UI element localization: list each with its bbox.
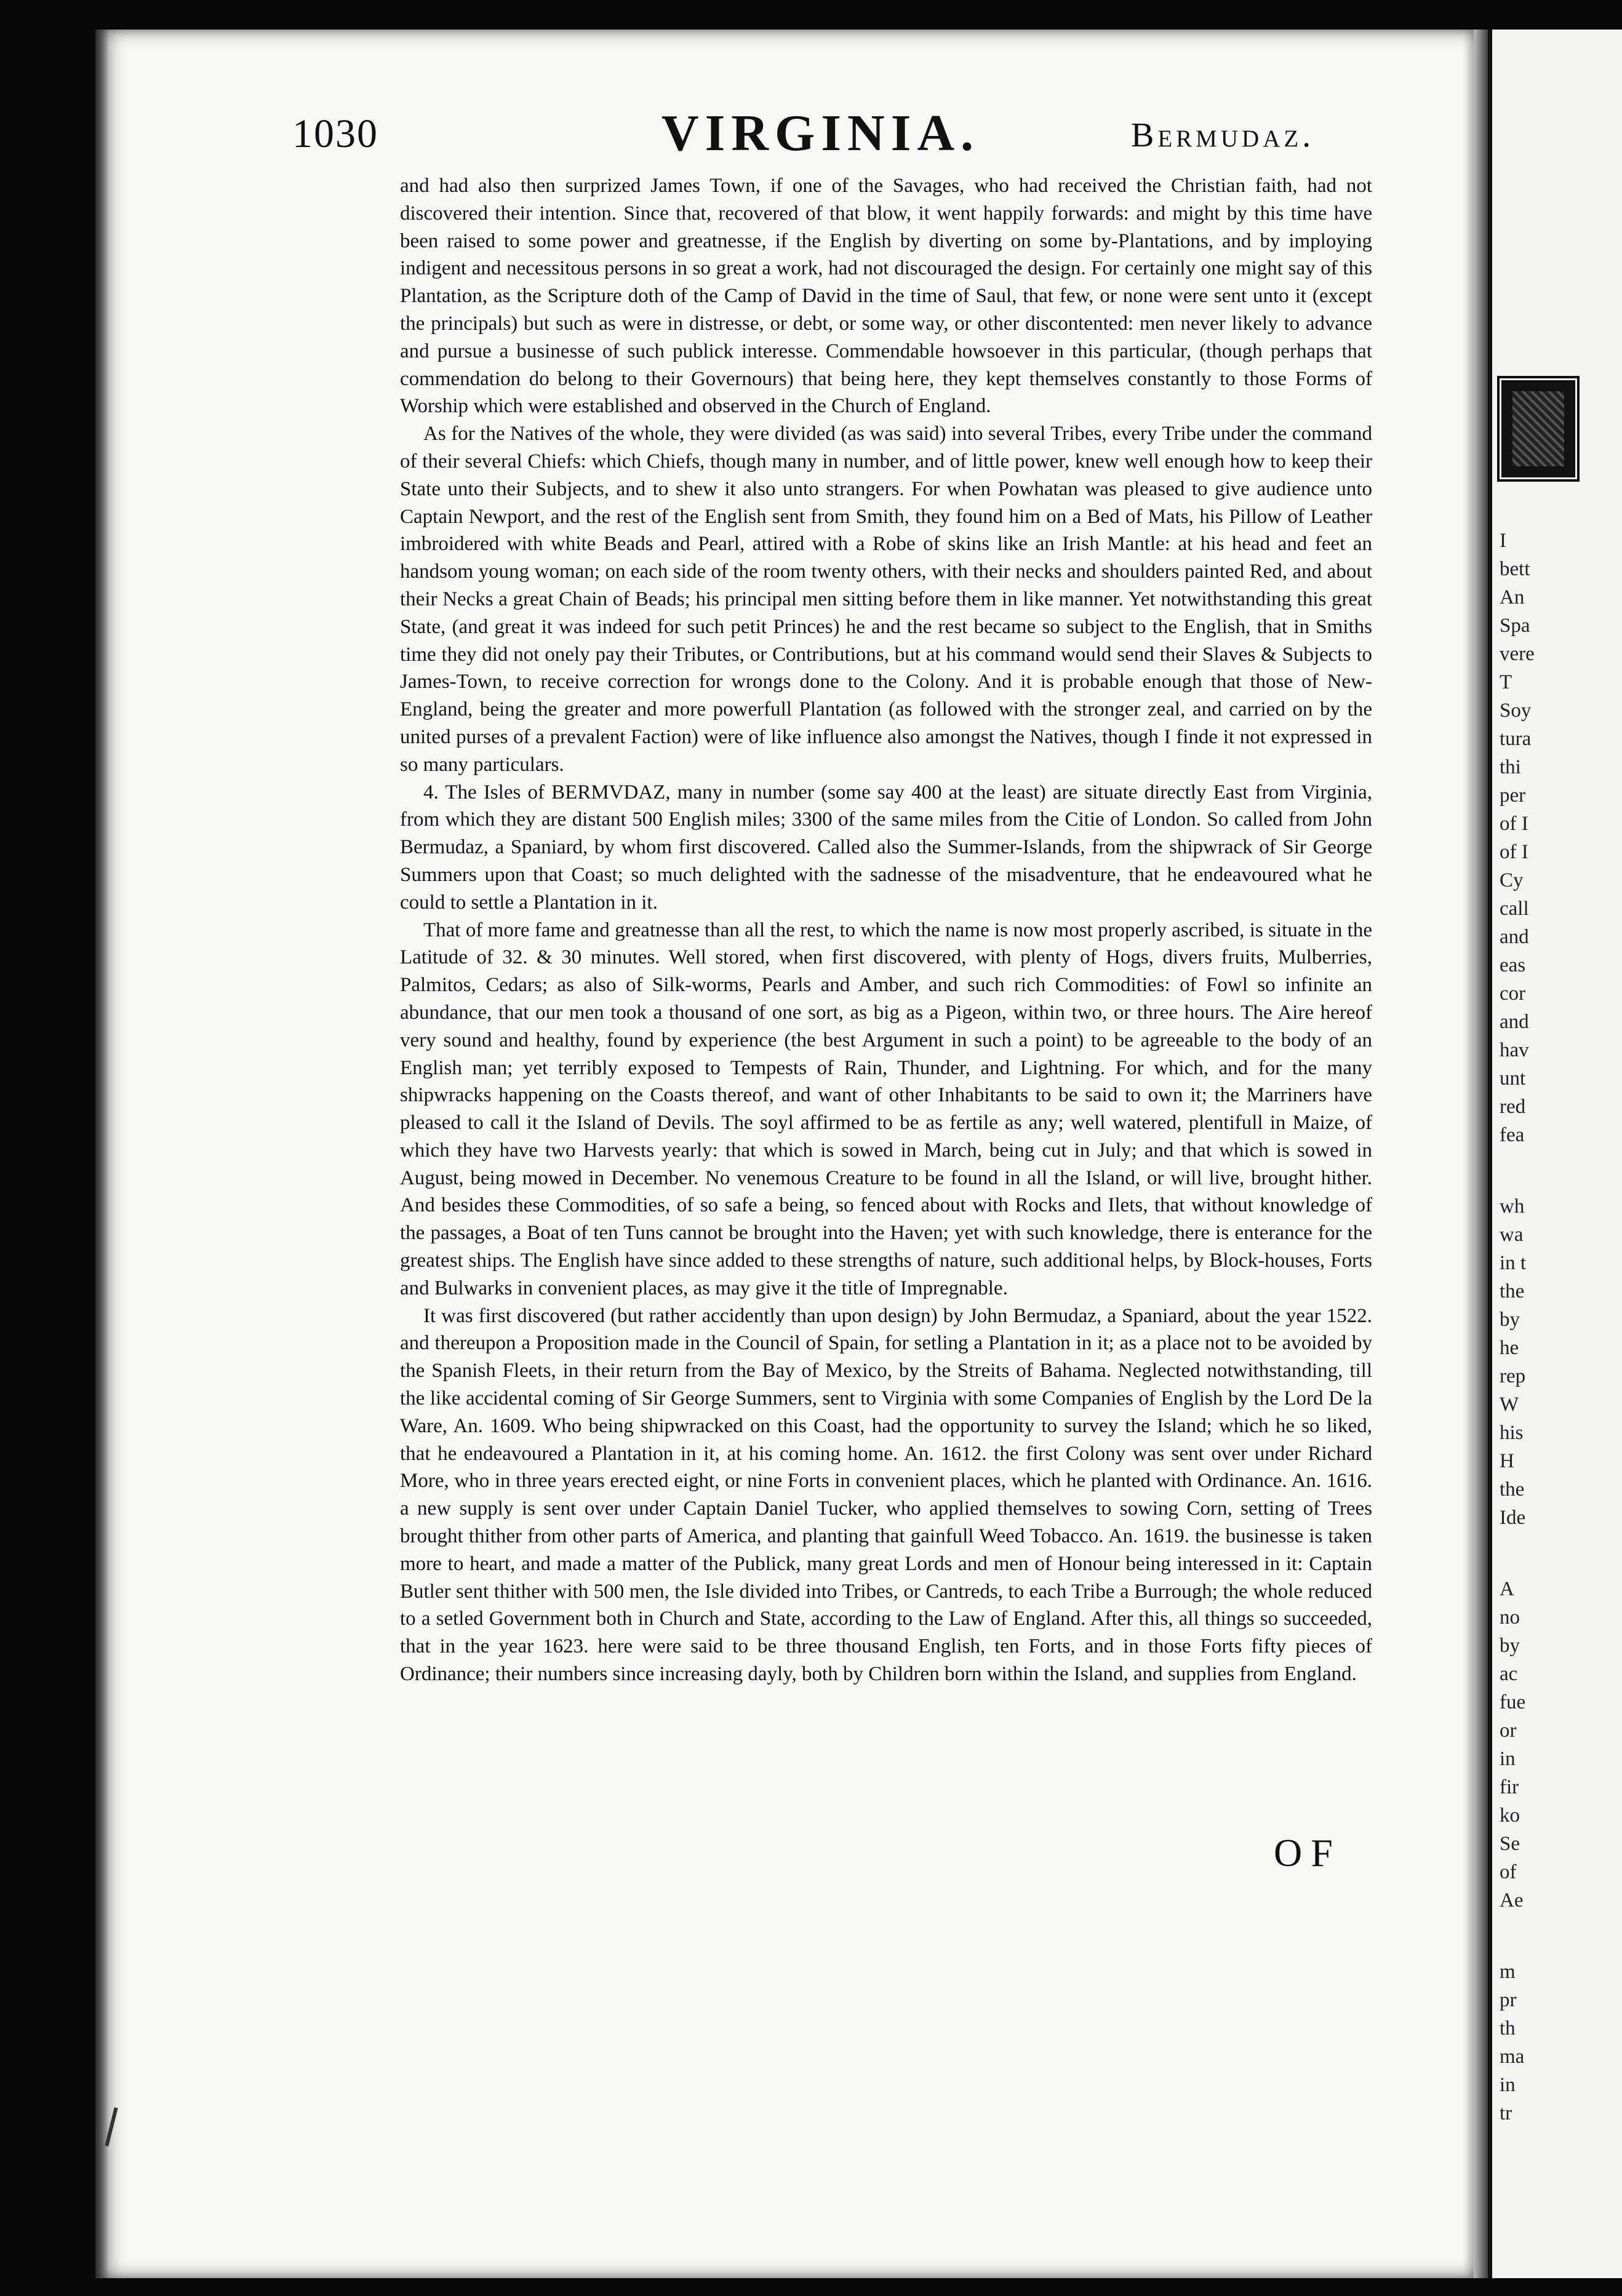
facing-line-fragment: Se — [1500, 1833, 1520, 1855]
facing-line-fragment: cor — [1500, 983, 1526, 1005]
page-binding-shadow — [95, 30, 109, 2278]
facing-line-fragment: hav — [1500, 1039, 1529, 1061]
facing-line-fragment: per — [1500, 784, 1526, 807]
facing-line-fragment: Spa — [1500, 615, 1530, 637]
facing-line-fragment: ma — [1500, 2046, 1525, 2068]
paragraph: That of more fame and greatnesse than all the rest, to which the name is now most properly ascribed, is situate in the Latitude of 32. & 30 minutes. Well stored, when first discovered, with plenty of Hogs, divers fruits, Mulberries, Palmitos, Cedars; as also of Silk-worms, Pearls and Amber, and such rich Commodities: of Fowl so infinite an abundance, that our men took a thousand of one sort, as big as a Pigeon, within two, or three hours. The Aire hereof very sound and healthy, found by experience (the best Argument in such a point) to be agreeable to the body of an English man; yet terribly exposed to Tempests of Rain, Thunder, and Lightning. For which, and for the many shipwracks happening on the Coasts thereof, and want of other Inhabitants to be said to own it; the Marriners have pleased to call it the Island of Devils. The soyl affirmed to be as fertile as any; well watered, plentifull in Maize, of which they have two Harvests yearly: that which is sowed in March, being cut in July; and that which is sowed in August, being mowed in December. No venemous Creature to be found in all the Island, or will live, brought hither. And besides these Commodities, of so safe a being, so fenced about with Rocks and Ilets, that without knowledge of the passages, a Boat of ten Tuns cannot be brought into the Haven; yet with such knowledge, there is enterance for the greatest ships. The English have since added to these strengths of nature, such additional helps, by Block-houses, Forts and Bulwarks in convenient places, as may give it the title of Impregnable. — [400, 919, 1372, 1299]
main-text-column — [400, 172, 1372, 1688]
facing-line-fragment: Ide — [1500, 1507, 1526, 1529]
facing-line-fragment: Soy — [1500, 700, 1532, 722]
facing-line-fragment: Cy — [1500, 869, 1524, 891]
paragraph: 4. The Isles of BERMVDAZ, many in number (some say 400 at the least) are situate directly East from Virginia, from which they are distant 500 English miles; 3300 of the same miles from the Citie of London. So called from John Bermudaz, a Spaniard, by whom first discovered. Called also the Summer-Islands, from the shipwrack of Sir George Summers upon that Coast; so much delighted with the sadnesse of the misadventure, that he endeavoured what he could to settle a Plantation in it. — [400, 781, 1372, 914]
facing-line-fragment: thi — [1500, 756, 1521, 778]
facing-line-fragment: red — [1500, 1096, 1526, 1118]
facing-line-fragment: rep — [1500, 1365, 1526, 1387]
facing-line-fragment: bett — [1500, 558, 1530, 580]
show-through-ink — [646, 1800, 966, 1855]
facing-line-fragment: tura — [1500, 728, 1532, 750]
facing-line-fragment: of I — [1500, 813, 1528, 835]
facing-line-fragment: eas — [1500, 954, 1526, 976]
facing-line-fragment: I — [1500, 530, 1506, 552]
running-title: VIRGINIA. — [661, 105, 980, 162]
facing-line-fragment: An — [1500, 586, 1525, 608]
ornament-pattern — [1512, 391, 1564, 466]
facing-line-fragment: W — [1500, 1393, 1519, 1416]
facing-line-fragment — [1500, 1532, 1622, 1575]
facing-line-fragment: wh — [1500, 1195, 1525, 1218]
facing-page-fragment — [1492, 30, 1622, 2278]
paragraph: and had also then surprized James Town, if one of the Savages, who had received the Christian faith, had not discovered their intention. Since that, recovered of that blow, it went happily forwards: and might by this time have been raised to some power and greatnesse, if the English by diverting on some by-Plantations, and by imploying indigent and necessitous persons in so great a work, had not discouraged the design. For certainly one might say of this Plantation, as the Scripture doth of the Camp of David in the time of Saul, that few, or none were sent unto it (except the principals) but such as were in distresse, or debt, or some way, or other discontented: men never likely to advance and pursue a businesse of such publick interesse. Commendable howsoever in this particular, (though perhaps that commendation do belong to their Governours) that being here, they kept themselves constantly to those Forms of Worship which were established and observed in the Church of England. — [400, 175, 1372, 418]
facing-line-fragment: of — [1500, 1861, 1517, 1883]
facing-line-fragment: the — [1500, 1478, 1525, 1501]
facing-line-fragment: Ae — [1500, 1889, 1524, 1911]
facing-line-fragment: tr — [1500, 2102, 1512, 2124]
facing-line-fragment: fue — [1500, 1691, 1526, 1713]
facing-line-fragment: in t — [1500, 1252, 1527, 1274]
facing-line-fragment: by — [1500, 1635, 1520, 1657]
facing-line-fragment: in — [1500, 2074, 1516, 2096]
facing-line-fragment: by — [1500, 1309, 1520, 1331]
page-number: 1030 — [292, 111, 378, 156]
woodcut-initial-ornament — [1495, 374, 1581, 484]
facing-line-fragment: and — [1500, 926, 1529, 948]
facing-line-fragment: A — [1500, 1578, 1514, 1600]
facing-line-fragment — [1500, 1915, 1622, 1958]
facing-line-fragment: he — [1500, 1337, 1519, 1359]
facing-line-fragment: or — [1500, 1720, 1517, 1742]
facing-line-fragment: ac — [1500, 1663, 1518, 1685]
facing-line-fragment: no — [1500, 1606, 1520, 1628]
running-heading-right: Bermudaz. — [1131, 116, 1315, 154]
facing-line-fragment: th — [1500, 2017, 1516, 2039]
facing-line-fragment: the — [1500, 1280, 1525, 1302]
facing-line-fragment: unt — [1500, 1067, 1526, 1090]
facing-line-fragment: fea — [1500, 1124, 1525, 1146]
catchword: OF — [1274, 1831, 1341, 1875]
facing-line-fragment: vere — [1500, 643, 1535, 665]
facing-line-fragment — [1500, 1149, 1622, 1192]
facing-line-fragment: T — [1500, 671, 1512, 693]
facing-line-fragment: wa — [1500, 1224, 1524, 1246]
facing-line-fragment: fir — [1500, 1776, 1519, 1798]
facing-line-fragment: ko — [1500, 1804, 1520, 1827]
facing-line-fragment: H — [1500, 1450, 1514, 1472]
facing-line-fragment: call — [1500, 898, 1529, 920]
paragraph: It was first discovered (but rather accidently than upon design) by John Bermudaz, a Spaniard, about the year 1522. and thereupon a Proposition made in the Council of Spain, for setling a Plantation in it; as a place not to be avoided by the Spanish Fleets, in their return from the Bay of Mexico, by the Streits of Bahama. Neglected notwithstanding, till the like accidental coming of Sir George Summers, sent to Virginia with some Companies of English by the Lord De la Ware, An. 1609. Who being shipwracked on this Coast, had the opportunity to survey the Island; which he so liked, that he endeavoured a Plantation in it, at his coming home. An. 1612. the first Colony was sent over under Richard More, who in three years erected eight, or nine Forts in convenient places, which he planted with Ordinance. An. 1616. a new supply is sent over under Captain Daniel Tucker, who applied themselves to sowing Corn, setting of Trees brought thither from other parts of America, and planting that gainfull Weed Tobacco. An. 1619. the businesse is taken more to heart, and made a matter of the Publick, many great Lords and men of Honour being interessed in it: Captain Butler sent thither with 500 men, the Isle divided into Tribes, or Cantreds, to each Tribe a Burrough; the whole reduced to a setled Government both in Church and State, according to the Law of England. After this, all things so succeeded, that in the year 1623. here were said to be three thousand English, ten Forts, and in those Forts fifty pieces of Ordinance; their numbers since increasing dayly, both by Children born within the Island, and supplies from England. — [400, 1304, 1372, 1686]
facing-line-fragment: and — [1500, 1011, 1529, 1033]
paragraph: As for the Natives of the whole, they were divided (as was said) into several Tribes, every Tribe under the command of their several Chiefs: which Chiefs, though many in number, and of little power, knew well enough how to keep their State unto their Subjects, and to shew it also unto strangers. For when Powhatan was pleased to give audience unto Captain Newport, and the rest of the English sent from Smith, they found him on a Bed of Mats, his Pillow of Leather imbroidered with white Beads and Pearl, attired with a Robe of skins like an Irish Mantle: at his head and feet an handsom young woman; on each side of the room twenty others, with their necks and shoulders painted Red, and about their Necks a great Chain of Beads; his principal men sitting before them in like manner. Yet notwithstanding this great State, (and great it was indeed for such petit Princes) he and the rest became so subject to the English, that in Smiths time they did not onely pay their Tributes, or Contributions, but at his command would send their Slaves & Subjects to James-Town, to receive correction for wrongs done to the Colony. And it is probable enough that those of New-England, being the greater and more powerfull Plantation (as followed with the stronger zeal, and carried on by the united purses of a prevalent Faction) were of like influence also amongst the Natives, though I finde it not expressed in so many particulars. — [400, 423, 1372, 776]
facing-page-text — [1500, 527, 1622, 2127]
facing-line-fragment: pr — [1500, 1989, 1517, 2011]
facing-line-fragment: in — [1500, 1748, 1516, 1770]
facing-line-fragment: his — [1500, 1422, 1524, 1444]
facing-line-fragment: of I — [1500, 841, 1528, 863]
facing-line-fragment: m — [1500, 1961, 1516, 1983]
